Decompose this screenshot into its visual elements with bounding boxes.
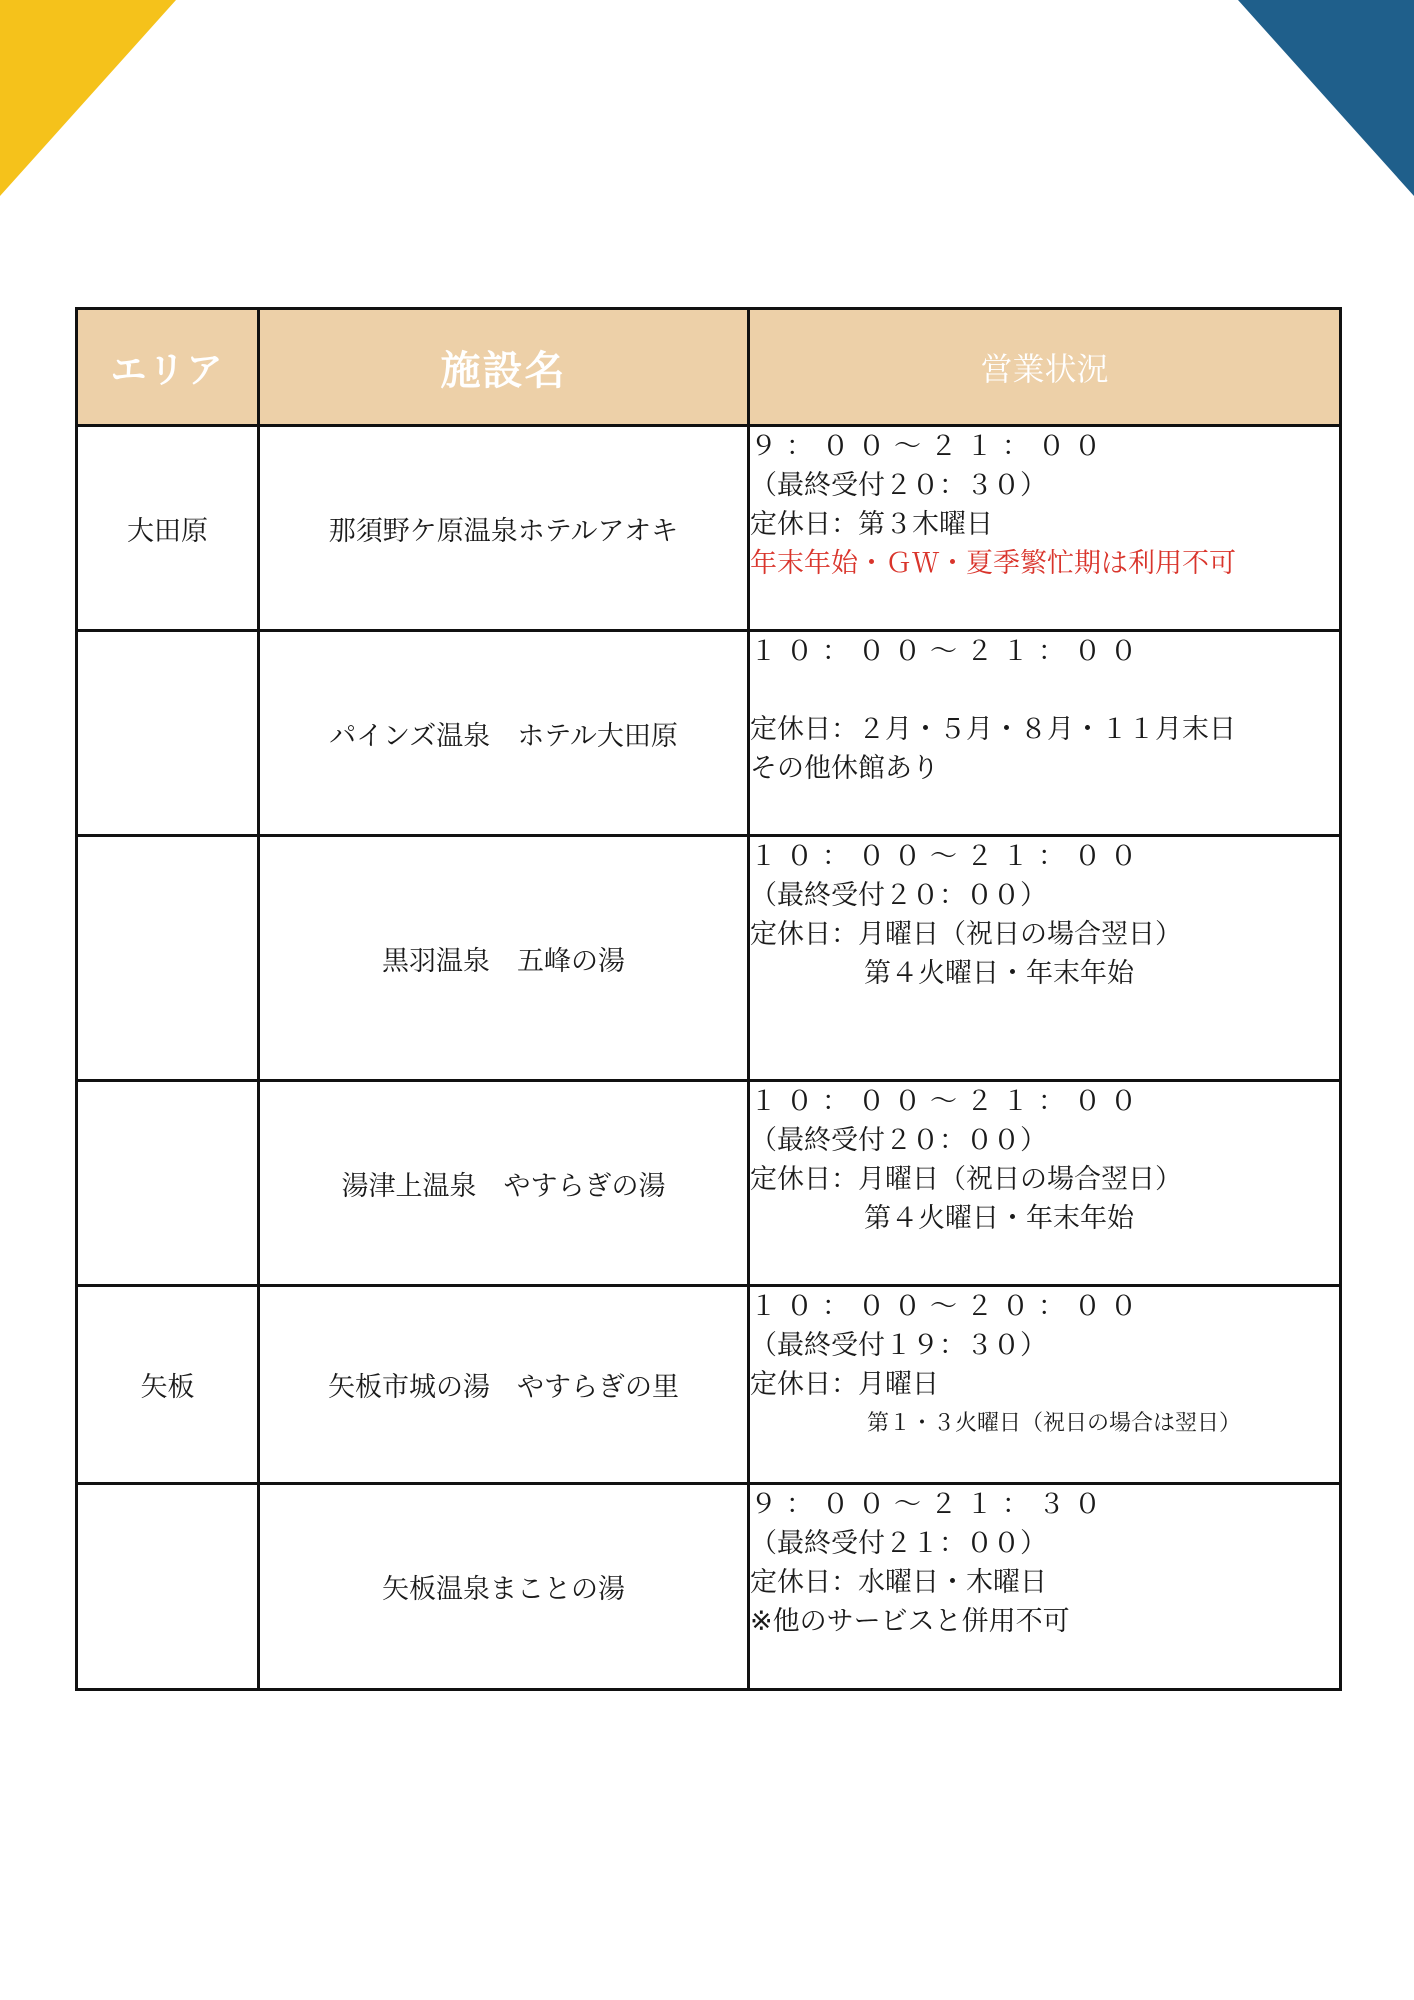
header-area: エリア xyxy=(77,309,259,426)
facility-table xyxy=(75,307,1342,1691)
closed-days: 定休日：月曜日（祝日の場合翌日） xyxy=(750,1164,1182,1195)
opening-hours: １０：００～２１：００ xyxy=(750,841,1146,872)
closed-days-extra: 第４火曜日・年末年始 xyxy=(864,958,1134,989)
status-cell xyxy=(749,1081,1341,1286)
area-cell: 大田原 xyxy=(77,426,259,631)
closed-days-extra: 第４火曜日・年末年始 xyxy=(864,1203,1134,1234)
last-entry: （最終受付１９：３０） xyxy=(750,1330,1047,1361)
facility-name-cell: 黒羽温泉 五峰の湯 xyxy=(259,836,749,1081)
area-cell: 矢板 xyxy=(77,1286,259,1484)
closed-days: 定休日：水曜日・木曜日 xyxy=(750,1567,1047,1598)
header-facility-name: 施設名 xyxy=(259,309,749,426)
area-cell xyxy=(77,631,259,836)
last-entry: （最終受付２０：００） xyxy=(750,1125,1047,1156)
table-row xyxy=(77,836,1341,1081)
status-cell xyxy=(749,631,1341,836)
facility-name-cell: 矢板温泉まことの湯 xyxy=(259,1484,749,1690)
facility-name-cell: パインズ温泉 ホテル大田原 xyxy=(259,631,749,836)
closed-days: 定休日：月曜日 xyxy=(750,1369,939,1400)
area-cell xyxy=(77,836,259,1081)
last-entry: （最終受付２１：００） xyxy=(750,1528,1047,1559)
status-cell xyxy=(749,1286,1341,1484)
area-cell xyxy=(77,1081,259,1286)
last-entry xyxy=(750,671,1339,710)
table-header-row xyxy=(77,309,1341,426)
opening-hours: ９：００～２１：００ xyxy=(750,431,1110,462)
opening-hours: １０：００～２１：００ xyxy=(750,1086,1146,1117)
decorative-corner-yellow xyxy=(0,0,176,196)
table-row xyxy=(77,1081,1341,1286)
facility-name-cell: 那須野ケ原温泉ホテルアオキ xyxy=(259,426,749,631)
closed-days: 定休日：月曜日（祝日の場合翌日） xyxy=(750,919,1182,950)
status-cell xyxy=(749,426,1341,631)
closed-days: 定休日：２月・５月・８月・１１月末日 xyxy=(750,714,1236,745)
facility-name-cell: 湯津上温泉 やすらぎの湯 xyxy=(259,1081,749,1286)
last-entry: （最終受付２０：００） xyxy=(750,880,1047,911)
table-row xyxy=(77,631,1341,836)
table-row xyxy=(77,426,1341,631)
status-cell xyxy=(749,1484,1341,1690)
other-note: ※他のサービスと併用不可 xyxy=(750,1606,1070,1637)
area-cell xyxy=(77,1484,259,1690)
status-cell xyxy=(749,836,1341,1081)
other-note: その他休館あり xyxy=(750,753,939,784)
facility-name-cell: 矢板市城の湯 やすらぎの里 xyxy=(259,1286,749,1484)
opening-hours: １０：００～２０：００ xyxy=(750,1291,1146,1322)
opening-hours: ９：００～２１：３０ xyxy=(750,1489,1110,1520)
table-row xyxy=(77,1286,1341,1484)
closed-days-extra: 第１・３火曜日（祝日の場合は翌日） xyxy=(867,1411,1242,1436)
table-row xyxy=(77,1484,1341,1690)
header-business-status: 営業状況 xyxy=(749,309,1341,426)
closed-days: 定休日：第３木曜日 xyxy=(750,509,993,540)
warning-note: 年末年始・ＧＷ・夏季繁忙期は利用不可 xyxy=(750,548,1236,579)
decorative-corner-blue xyxy=(1238,0,1414,196)
opening-hours: １０：００～２１：００ xyxy=(750,636,1146,667)
last-entry: （最終受付２０：３０） xyxy=(750,470,1047,501)
